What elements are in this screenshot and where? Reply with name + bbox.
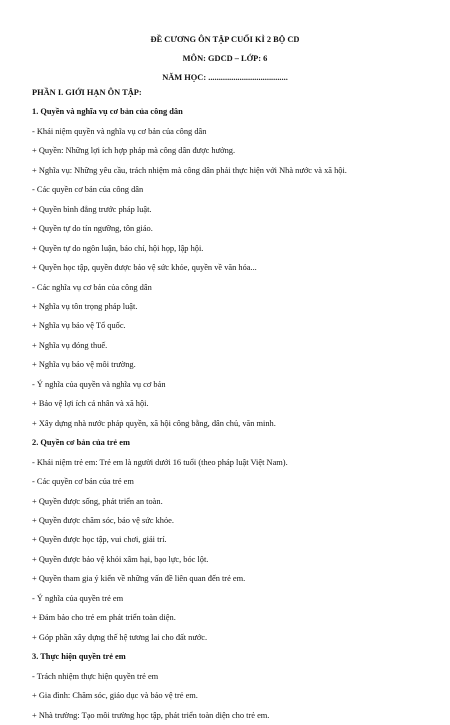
- text-line: - Các quyền cơ bản của công dân: [32, 185, 144, 195]
- section-heading: 1. Quyền và nghĩa vụ cơ bản của công dân: [32, 107, 183, 117]
- text-line: + Quyền được bảo vệ khỏi xâm hại, bạo lực, bóc lột.: [32, 554, 209, 564]
- text-line: + Nghĩa vụ bảo vệ môi trường.: [32, 360, 136, 370]
- document-school-year: NĂM HỌC: ......................................: [162, 73, 288, 82]
- text-line: + Nghĩa vụ tôn trọng pháp luật.: [32, 301, 138, 311]
- document-body: [32, 83, 432, 725]
- document-header: [0, 30, 450, 87]
- text-line: + Bảo vệ lợi ích cá nhân và xã hội.: [32, 399, 149, 409]
- text-line: + Quyền tự do ngôn luận, báo chí, hội họp, lập hội.: [32, 243, 204, 253]
- text-line: + Nghĩa vụ đóng thuế.: [32, 340, 108, 350]
- section-heading: 2. Quyền cơ bản của trẻ em: [32, 438, 130, 448]
- text-line: - Các quyền cơ bản của trẻ em: [32, 477, 134, 487]
- text-line: - Ý nghĩa của quyền trẻ em: [32, 593, 124, 603]
- text-line: + Nhà trường: Tạo môi trường học tập, phát triển toàn diện cho trẻ em.: [32, 710, 270, 720]
- text-line: - Khái niệm trẻ em: Trẻ em là người dưới 16 tuổi (theo pháp luật Việt Nam).: [32, 457, 288, 467]
- text-line: + Quyền học tập, quyền được bảo vệ sức khỏe, quyền về văn hóa...: [32, 263, 257, 273]
- text-line: + Quyền: Những lợi ích hợp pháp mà công dân được hưởng.: [32, 146, 236, 156]
- text-line: - Trách nhiệm thực hiện quyền trẻ em: [32, 671, 159, 681]
- section-heading: 3. Thực hiện quyền trẻ em: [32, 652, 126, 662]
- text-line: + Xây dựng nhà nước pháp quyền, xã hội công bằng, dân chủ, văn minh.: [32, 418, 276, 428]
- text-line: - Khái niệm quyền và nghĩa vụ cơ bản của công dân: [32, 126, 207, 136]
- text-line: + Nghĩa vụ bảo vệ Tổ quốc.: [32, 321, 126, 331]
- text-line: + Quyền tham gia ý kiến về những vấn đề liên quan đến trẻ em.: [32, 574, 246, 584]
- text-line: + Quyền bình đẳng trước pháp luật.: [32, 204, 152, 214]
- text-line: + Quyền được chăm sóc, bảo vệ sức khỏe.: [32, 515, 174, 525]
- text-line: + Góp phần xây dựng thế hệ tương lai cho đất nước.: [32, 632, 208, 642]
- text-line: + Gia đình: Chăm sóc, giáo dục và bảo vệ trẻ em.: [32, 691, 198, 701]
- document-subject: MÔN: GDCD – LỚP: 6: [182, 54, 268, 63]
- text-line: - Các nghĩa vụ cơ bản của công dân: [32, 282, 152, 292]
- part-heading: PHẦN I. GIỚI HẠN ÔN TẬP:: [32, 88, 142, 97]
- text-line: - Ý nghĩa của quyền và nghĩa vụ cơ bản: [32, 379, 166, 389]
- text-line: + Quyền được sống, phát triển an toàn.: [32, 496, 163, 506]
- text-line: + Quyền tự do tín ngưỡng, tôn giáo.: [32, 224, 153, 234]
- text-line: + Nghĩa vụ: Những yêu cầu, trách nhiệm mà công dân phải thực hiện với Nhà nước và xã hội.: [32, 165, 347, 175]
- text-line: + Quyền được học tập, vui chơi, giải trí.: [32, 535, 167, 545]
- document-title: ĐỀ CƯƠNG ÔN TẬP CUỐI KÌ 2 BỘ CD: [150, 35, 300, 44]
- text-line: + Đảm bảo cho trẻ em phát triển toàn diện.: [32, 613, 176, 623]
